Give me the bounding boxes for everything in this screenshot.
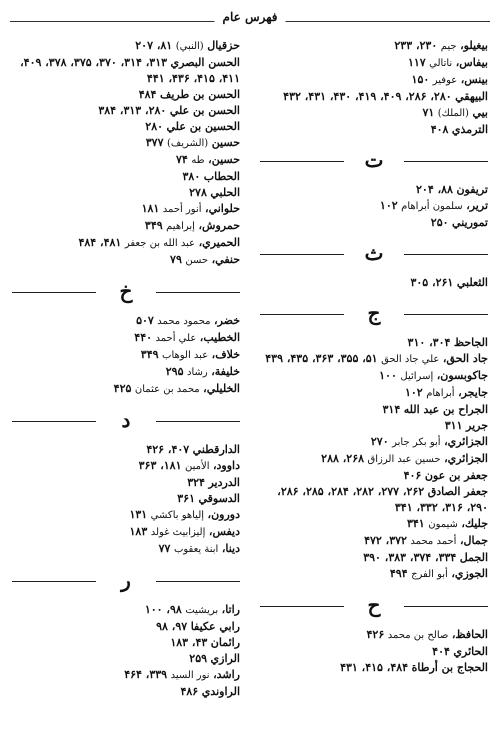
entry-note: شيمون	[428, 519, 458, 530]
entry-name: راشد،	[213, 668, 240, 681]
entry-name: البيهقي	[455, 90, 488, 103]
entry-note: علي جاد الحق	[381, 354, 440, 365]
index-entry	[260, 72, 488, 89]
entry-note: (النبي)	[175, 41, 204, 52]
entry-pages: ۳۶۱	[177, 492, 195, 505]
entry-pages: ۱۸۱، ۳۶۳	[138, 459, 182, 472]
letter-heading	[260, 301, 488, 327]
index-entry	[260, 89, 488, 105]
index-entry	[260, 335, 488, 351]
entry-pages: ۲۸۰	[145, 120, 164, 133]
entry-note: أبو الفرج	[411, 569, 448, 580]
entry-name: الخليلي،	[203, 382, 240, 395]
entry-note: إلياهو باكشي	[150, 510, 205, 521]
entry-name: خليفة،	[211, 365, 240, 378]
entry-note: طه	[191, 155, 205, 166]
letter-heading	[260, 241, 488, 267]
entry-pages: ۴۹۴	[389, 567, 408, 580]
entry-name: الحسن البصري	[170, 56, 240, 69]
entry-pages: ۲۵۹	[189, 652, 208, 665]
letter-rule	[260, 254, 344, 255]
entry-pages: ۴۰۴	[432, 645, 450, 658]
entry-pages: ۳۱۳، ۳۱۴، ۳۷۰، ۳۷۵، ۳۷۸، ۴۰۹، ۴۱۱، ۴۱۵، ۴۳۶، ۴۴۱	[20, 56, 240, 85]
entry-pages: ۷۴	[175, 153, 188, 166]
entry-pages: ۷۷	[158, 542, 171, 555]
index-entry	[260, 215, 488, 231]
entry-name: الرازي	[210, 652, 240, 665]
index-entry	[260, 182, 488, 198]
entry-pages: ۳۲۴	[187, 476, 205, 489]
entry-name: حمروش،	[198, 219, 240, 232]
index-entry	[12, 135, 240, 152]
index-entry	[12, 185, 240, 201]
letter-label: ث	[364, 241, 384, 265]
index-entry	[12, 458, 240, 475]
index-entry	[12, 235, 240, 252]
index-entry	[12, 347, 240, 364]
index-column-right	[260, 38, 488, 676]
entry-name: حنفي،	[211, 253, 240, 266]
entry-name: الجمل	[459, 551, 488, 564]
index-entry	[260, 418, 488, 434]
entry-pages: ۴۰۶	[403, 469, 422, 482]
entry-name: خلاف،	[211, 348, 240, 361]
entry-pages: ۳۴۹	[140, 348, 159, 361]
letter-heading	[260, 148, 488, 174]
index-entry	[260, 533, 488, 550]
index-entry	[260, 122, 488, 138]
entry-pages: ۳۱۱	[444, 419, 463, 432]
index-entry	[12, 619, 240, 635]
index-entry	[260, 468, 488, 484]
entry-name: ترير،	[466, 199, 488, 212]
index-entry	[12, 667, 240, 684]
entry-name: جعفر الصادق	[427, 485, 488, 498]
letter-rule	[260, 606, 344, 607]
index-entry	[12, 152, 240, 169]
entry-note: إليزابيث غولد	[150, 527, 206, 538]
index-entry	[260, 385, 488, 402]
entry-pages: ۴۰۷، ۴۲۶	[146, 443, 190, 456]
entry-pages: ۴۸۶	[180, 685, 199, 698]
index-entry	[12, 330, 240, 347]
entry-note: عوفير	[432, 75, 458, 86]
entry-pages: ۴۸۴	[138, 88, 157, 101]
entry-pages: ۴۳، ۱۸۳	[170, 636, 208, 649]
entry-note: أبراهام	[426, 388, 455, 399]
entry-pages: ۳۸۰	[182, 170, 201, 183]
entry-name: جاكوبسون،	[436, 369, 488, 382]
index-entry	[12, 169, 240, 185]
entry-name: تريفون	[456, 183, 488, 196]
entry-pages: ۱۸۳	[129, 525, 148, 538]
letter-rule	[260, 314, 344, 315]
entry-name: دينا،	[221, 542, 240, 555]
letter-label: ج	[367, 301, 381, 325]
entry-pages: ۲۷۰	[370, 435, 389, 448]
entry-note: أبو بكر جابر	[392, 437, 441, 448]
letter-rule	[404, 254, 488, 255]
entry-pages: ۳۴۱	[406, 517, 425, 530]
index-entry	[12, 635, 240, 651]
letter-label: د	[121, 408, 131, 432]
entry-note: علي أحمد	[155, 333, 197, 344]
entry-note: ابنة يعقوب	[173, 544, 219, 555]
entry-note: جيم	[440, 41, 457, 52]
entry-pages: ۳۴۹	[144, 219, 163, 232]
letter-heading	[12, 568, 240, 594]
index-entry	[12, 103, 240, 119]
entry-name: الترمذي	[451, 123, 488, 136]
entry-note: محمد بن عثمان	[134, 384, 200, 395]
entry-pages: ۴۰۸	[430, 123, 449, 136]
index-entry	[12, 491, 240, 507]
entry-name: حسين،	[208, 153, 240, 166]
entry-pages: ۱۰۰	[379, 369, 397, 382]
letter-rule	[404, 314, 488, 315]
index-entry	[260, 275, 488, 291]
index-entry	[12, 364, 240, 381]
entry-note: صالح بن محمد	[387, 630, 449, 641]
entry-pages: ۲۳۰، ۲۳۳	[394, 39, 438, 52]
index-column-left	[12, 38, 240, 700]
entry-note: حسن	[185, 255, 209, 266]
index-entry	[12, 602, 240, 619]
letter-label: ح	[367, 593, 381, 617]
entry-note: عبد الوهاب	[162, 350, 209, 361]
entry-note: إبراهيم	[166, 221, 195, 232]
entry-pages: ۴۲۵	[113, 382, 132, 395]
index-entry	[12, 684, 240, 700]
index-entry	[12, 442, 240, 458]
index-entry	[12, 524, 240, 541]
index-entry	[260, 368, 488, 385]
entry-note: حسين عبد الرزاق	[367, 454, 441, 465]
entry-name: رائمان	[210, 636, 240, 649]
entry-pages: ۴۴۰	[134, 331, 153, 344]
entry-pages: ۷۹	[170, 253, 182, 266]
index-entry	[12, 475, 240, 491]
letter-heading	[260, 593, 488, 619]
entry-pages: ۳۷۲، ۴۷۲	[364, 534, 407, 547]
entry-name: حزقيال	[207, 39, 240, 52]
entry-name: الجراح بن عبد الله	[403, 403, 488, 416]
index-entry	[260, 351, 488, 368]
letter-rule	[260, 161, 344, 162]
entry-name: الدسوقي	[198, 492, 240, 505]
index-entry	[12, 218, 240, 235]
letter-rule	[156, 581, 240, 582]
entry-note: إسرائيل	[400, 371, 434, 382]
entry-name: الراوندي	[201, 685, 240, 698]
entry-name: بيي	[472, 106, 488, 119]
index-entry	[12, 313, 240, 330]
entry-pages: ۳۳۹، ۴۶۴	[124, 668, 168, 681]
entry-note: أحمد محمد	[410, 536, 457, 547]
index-entry	[12, 201, 240, 218]
letter-label: ر	[121, 568, 131, 592]
entry-name: الحافظ،	[451, 628, 488, 641]
letter-rule	[12, 421, 96, 422]
letter-rule	[156, 421, 240, 422]
entry-name: جليك،	[461, 517, 488, 530]
entry-pages: ۳۰۴، ۳۱۰	[407, 336, 451, 349]
letter-heading	[12, 408, 240, 434]
entry-name: الحجاج بن أرطاة	[411, 661, 488, 674]
entry-name: الخطيب،	[199, 331, 240, 344]
index-entry	[260, 566, 488, 583]
index-entry	[260, 660, 488, 676]
page-title: فهرس عام	[215, 10, 286, 24]
entry-name: جايجر،	[458, 386, 488, 399]
entry-note: (الملك)	[437, 108, 469, 119]
entry-note: عبد الله بن جعفر	[124, 238, 196, 249]
entry-name: الجزائري،	[444, 452, 488, 465]
entry-name: الحسن بن طريف	[159, 88, 240, 101]
entry-pages: ۷۱	[422, 106, 435, 119]
index-entry	[12, 651, 240, 667]
page-header	[10, 10, 490, 28]
entry-name: رابي عكيفا	[190, 620, 240, 633]
entry-name: الجاحظ	[453, 336, 488, 349]
entry-name: جاد الحق،	[442, 352, 488, 365]
entry-name: جمال،	[459, 534, 488, 547]
index-entry	[12, 507, 240, 524]
letter-label: ت	[364, 148, 384, 172]
index-entry	[260, 198, 488, 215]
entry-name: حسين	[211, 136, 240, 149]
entry-name: حلواني،	[205, 202, 240, 215]
entry-name: بينس،	[460, 73, 488, 86]
entry-name: الحميري،	[198, 236, 240, 249]
index-entry	[260, 627, 488, 644]
entry-name: الثعلبي	[456, 276, 488, 289]
entry-name: الحسن بن علي	[169, 104, 240, 117]
letter-rule	[404, 161, 488, 162]
index-entry	[12, 252, 240, 269]
entry-pages: ۹۷، ۹۸	[156, 620, 188, 633]
index-entry	[12, 87, 240, 103]
entry-name: راتا،	[221, 603, 240, 616]
index-entry	[260, 516, 488, 533]
index-entry	[260, 484, 488, 516]
entry-note: نور السيد	[170, 670, 210, 681]
entry-pages: ۱۱۷	[407, 56, 426, 69]
index-entry	[260, 451, 488, 468]
entry-name: الحائري	[453, 645, 488, 658]
entry-name: خضر،	[214, 314, 240, 327]
letter-rule	[404, 606, 488, 607]
letter-label: خ	[119, 279, 133, 303]
entry-pages: ۲۸۰، ۳۱۳، ۳۸۴	[98, 104, 167, 117]
entry-name: دورون،	[207, 508, 240, 521]
index-entry	[260, 105, 488, 122]
entry-name: تموريني	[452, 216, 488, 229]
entry-pages: ۲۶۲، ۲۷۷، ۲۸۲، ۲۸۴، ۲۸۵، ۲۸۶، ۲۹۰، ۳۱۶، ۳۳۲، ۳۴۱	[277, 485, 488, 514]
index-entry	[12, 38, 240, 55]
index-entry	[12, 55, 240, 87]
entry-pages: ۱۰۲	[404, 386, 423, 399]
entry-pages: ۵۱، ۳۵۵، ۳۶۳، ۴۳۵، ۴۳۹	[265, 352, 378, 365]
entry-pages: ۱۸۱	[141, 202, 160, 215]
entry-pages: ۱۳۱	[129, 508, 148, 521]
entry-name: الحسين بن علي	[166, 120, 240, 133]
entry-name: الجوزي،	[451, 567, 488, 580]
index-entry	[260, 644, 488, 660]
letter-heading	[12, 279, 240, 305]
entry-pages: ۹۸، ۱۰۰	[144, 603, 182, 616]
entry-pages: ۲۶۸، ۲۸۸	[321, 452, 365, 465]
entry-name: بيغيلو،	[460, 39, 488, 52]
entry-note: أنور أحمد	[162, 204, 202, 215]
entry-name: ديفس،	[208, 525, 240, 538]
entry-pages: ۱۵۰	[411, 73, 430, 86]
entry-note: الأمين	[185, 461, 210, 472]
entry-name: الحلبي	[210, 186, 240, 199]
entry-pages: ۸۱، ۲۰۷	[135, 39, 173, 52]
entry-pages: ۳۷۷	[145, 136, 164, 149]
entry-pages: ۲۸۰، ۲۸۶، ۴۰۹، ۴۱۹، ۴۳۰، ۴۳۱، ۴۳۲	[283, 90, 452, 103]
entry-pages: ۴۲۶	[366, 628, 385, 641]
entry-note: ناتالي	[429, 58, 453, 69]
entry-note: محمود محمد	[157, 316, 211, 327]
index-entry	[12, 119, 240, 135]
entry-name: الدردير	[208, 476, 240, 489]
entry-pages: ۳۱۴	[382, 403, 401, 416]
entry-name: الحطاب	[203, 170, 240, 183]
entry-name: الدارقطني	[192, 443, 240, 456]
entry-name: جعفر بن عون	[424, 469, 488, 482]
entry-note: سلمون أبراهام	[401, 201, 463, 212]
entry-pages: ۱۰۲	[379, 199, 398, 212]
entry-name: داوود،	[212, 459, 240, 472]
letter-rule	[156, 292, 240, 293]
entry-pages: ۳۳۴، ۳۷۴، ۳۸۳، ۳۹۰	[363, 551, 457, 564]
entry-pages: ۲۶۱، ۳۰۵	[410, 276, 454, 289]
entry-pages: ۴۸۱، ۴۸۴	[78, 236, 122, 249]
entry-name: بيفاس،	[455, 56, 488, 69]
index-entry	[260, 550, 488, 566]
entry-pages: ۲۹۵	[165, 365, 184, 378]
letter-rule	[12, 292, 96, 293]
index-entry	[260, 38, 488, 55]
entry-pages: ۲۷۸	[189, 186, 207, 199]
entry-name: جرير	[466, 419, 488, 432]
entry-pages: ۴۸۴، ۴۱۵، ۴۳۱	[340, 661, 409, 674]
index-entry	[260, 434, 488, 451]
entry-pages: ۲۵۰	[430, 216, 449, 229]
index-entry	[12, 541, 240, 558]
entry-note: (الشريف)	[166, 138, 209, 149]
entry-note: بريشيت	[185, 605, 219, 616]
entry-name: الجزائري،	[444, 435, 488, 448]
index-entry	[12, 381, 240, 398]
entry-pages: ۸۸، ۲۰۴	[416, 183, 453, 196]
entry-note: رشاد	[187, 367, 208, 378]
letter-rule	[12, 581, 96, 582]
index-entry	[260, 402, 488, 418]
entry-pages: ۵۰۷	[136, 314, 154, 327]
index-entry	[260, 55, 488, 72]
